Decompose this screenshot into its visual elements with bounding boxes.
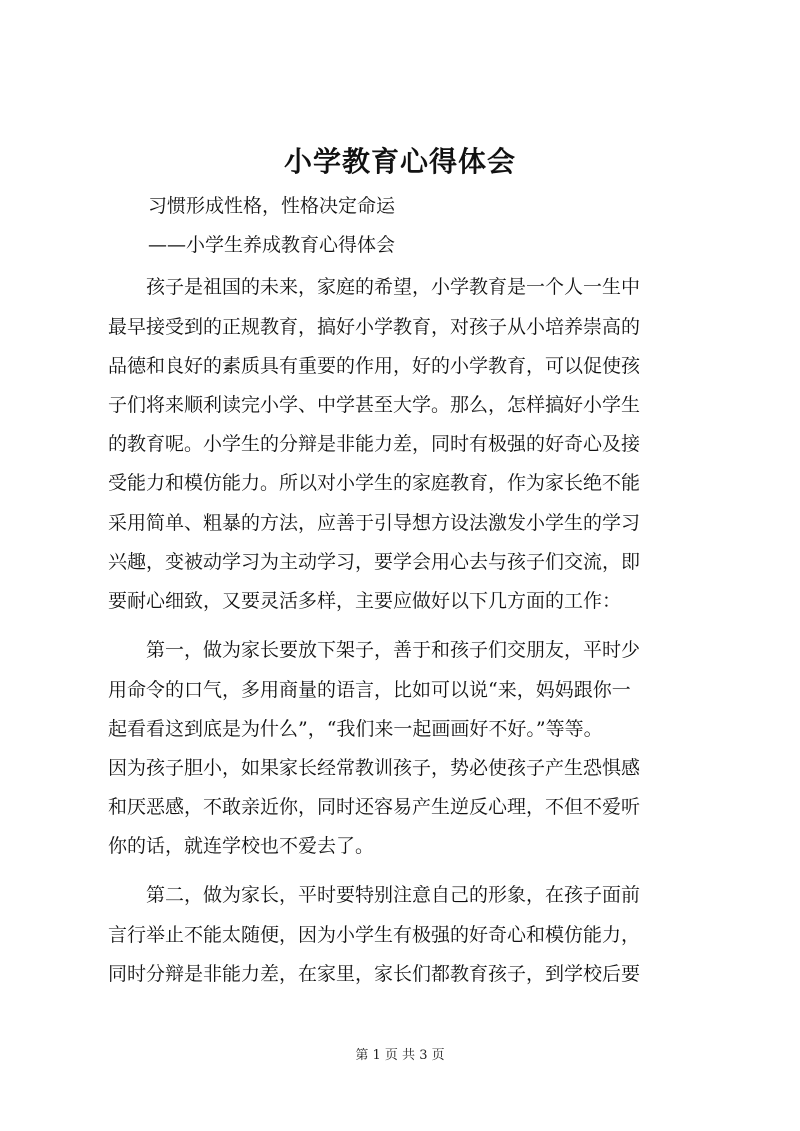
body-line: 因为孩子胆小，如果家长经常教训孩子，势必使孩子产生恐惧感 xyxy=(108,757,641,779)
body-line: 第二，做为家长，平时要特别注意自己的形象，在孩子面前 xyxy=(108,884,641,906)
body-line: 要耐心细致，又要灵活多样，主要应做好以下几方面的工作： xyxy=(108,590,622,612)
body-line: 最早接受到的正规教育，搞好小学教育，对孩子从小培养崇高的 xyxy=(108,316,641,338)
body-line: 受能力和模仿能力。所以对小学生的家庭教育，作为家长绝不能 xyxy=(108,472,641,494)
body-line: 第一，做为家长要放下架子，善于和孩子们交朋友，平时少 xyxy=(108,639,641,661)
body-line: 你的话，就连学校也不爱去了。 xyxy=(108,835,375,857)
body-line: 和厌恶感，不敢亲近你，同时还容易产生逆反心理，不但不爱听 xyxy=(108,796,641,818)
body-line: 孩子是祖国的未来，家庭的希望，小学教育是一个人一生中 xyxy=(108,276,641,298)
document-subheading: ——小学生养成教育心得体会 xyxy=(148,234,396,256)
body-line: 采用简单、粗暴的方法，应善于引导想方设法激发小学生的学习 xyxy=(108,512,641,534)
body-line: 兴趣，变被动学习为主动学习，要学会用心去与孩子们交流，即 xyxy=(108,551,641,573)
body-line: 起看看这到底是为什么”，“我们来一起画画好不好。”等等。 xyxy=(108,718,603,740)
body-line: 子们将来顺利读完小学、中学甚至大学。那么，怎样搞好小学生 xyxy=(108,394,641,416)
body-line: 言行举止不能太随便，因为小学生有极强的好奇心和模仿能力， xyxy=(108,924,641,946)
body-line: 同时分辩是非能力差，在家里，家长们都教育孩子，到学校后要 xyxy=(108,963,641,985)
page-footer: 第 1 页 共 3 页 xyxy=(355,1048,445,1063)
document-title: 小学教育心得体会 xyxy=(283,145,516,178)
body-line: 品德和良好的素质具有重要的作用，好的小学教育，可以促使孩 xyxy=(108,355,641,377)
body-line: 的教育呢。小学生的分辩是非能力差，同时有极强的好奇心及接 xyxy=(108,433,641,455)
document-subtitle: 习惯形成性格，性格决定命运 xyxy=(148,195,396,217)
body-line: 用命令的口气，多用商量的语言，比如可以说“来，妈妈跟你一 xyxy=(108,679,631,701)
